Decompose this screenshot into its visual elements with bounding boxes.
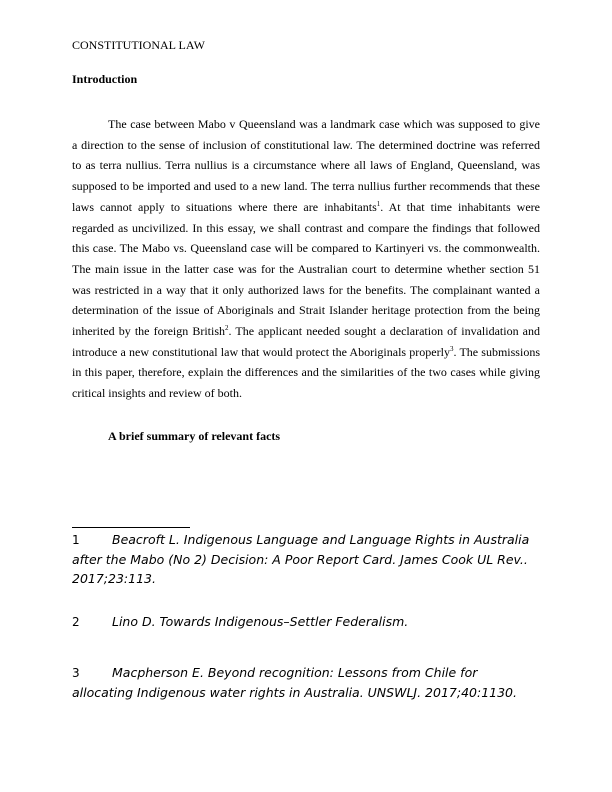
introduction-paragraph [72,114,540,404]
section-heading-introduction: Introduction [72,72,138,86]
footnote-number: 1 [72,533,80,547]
footnote-number: 2 [72,615,80,629]
paragraph-text: . At that time inhabitants were regarded as uncivilized. In this essay, we shall contrast and compare the findings that followed this case. The Mabo vs. Queensland case will be compared to Kartinyeri vs. the commonwealth. The main issue in the latter case was for the Australian court to determine whether section 51 was restricted in a way that it only authorized laws for the benefits. The complainant wanted a determination of the issue of Aboriginals and Strait Islander heritage protection from the being inherited by the foreign British [72,199,540,339]
footnote-number: 3 [72,666,80,680]
page-header: CONSTITUTIONAL LAW [72,38,205,52]
paragraph-text: The case between Mabo v Queensland was a landmark case which was supposed to give a direction to the sense of inclusion of constitutional law. The determined doctrine was referred to as terra nullius. Terra nullius is a circumstance where all laws of England, Queensland, was supposed to be imported and used to a new land. The terra nullius further recommends that these laws cannot apply to situations where there are inhabitants [72,117,540,214]
footnote-3 [72,663,540,702]
section-heading-summary: A brief summary of relevant facts [108,429,281,443]
footnote-2 [72,612,540,632]
footnote-separator [72,527,190,528]
footnote-ref-2[interactable]: 2 [225,324,229,333]
footnote-text: Lino D. Towards Indigenous–Settler Federalism. [112,614,409,629]
paragraph-text: . The submissions in this paper, therefore, explain the differences and the similarities of the two cases while giving critical insights and review of both. [72,344,540,401]
footnote-1 [72,530,540,588]
footnote-ref-1[interactable]: 1 [376,199,381,208]
footnote-text: Beacroft L. Indigenous Language and Language Rights in Australia after the Mabo (No 2) Decision: A Poor Report Card. James Cook UL Rev.. 2017;23:113. [72,532,530,586]
footnote-text: Macpherson E. Beyond recognition: Lessons from Chile for allocating Indigenous water rights in Australia. UNSWLJ. 2017;40:1130. [72,665,517,700]
footnote-ref-3[interactable]: 3 [449,344,454,353]
paragraph-text: . The applicant needed sought a declaration of invalidation and introduce a new constitutional law that would protect the Aboriginals properly [72,324,540,359]
